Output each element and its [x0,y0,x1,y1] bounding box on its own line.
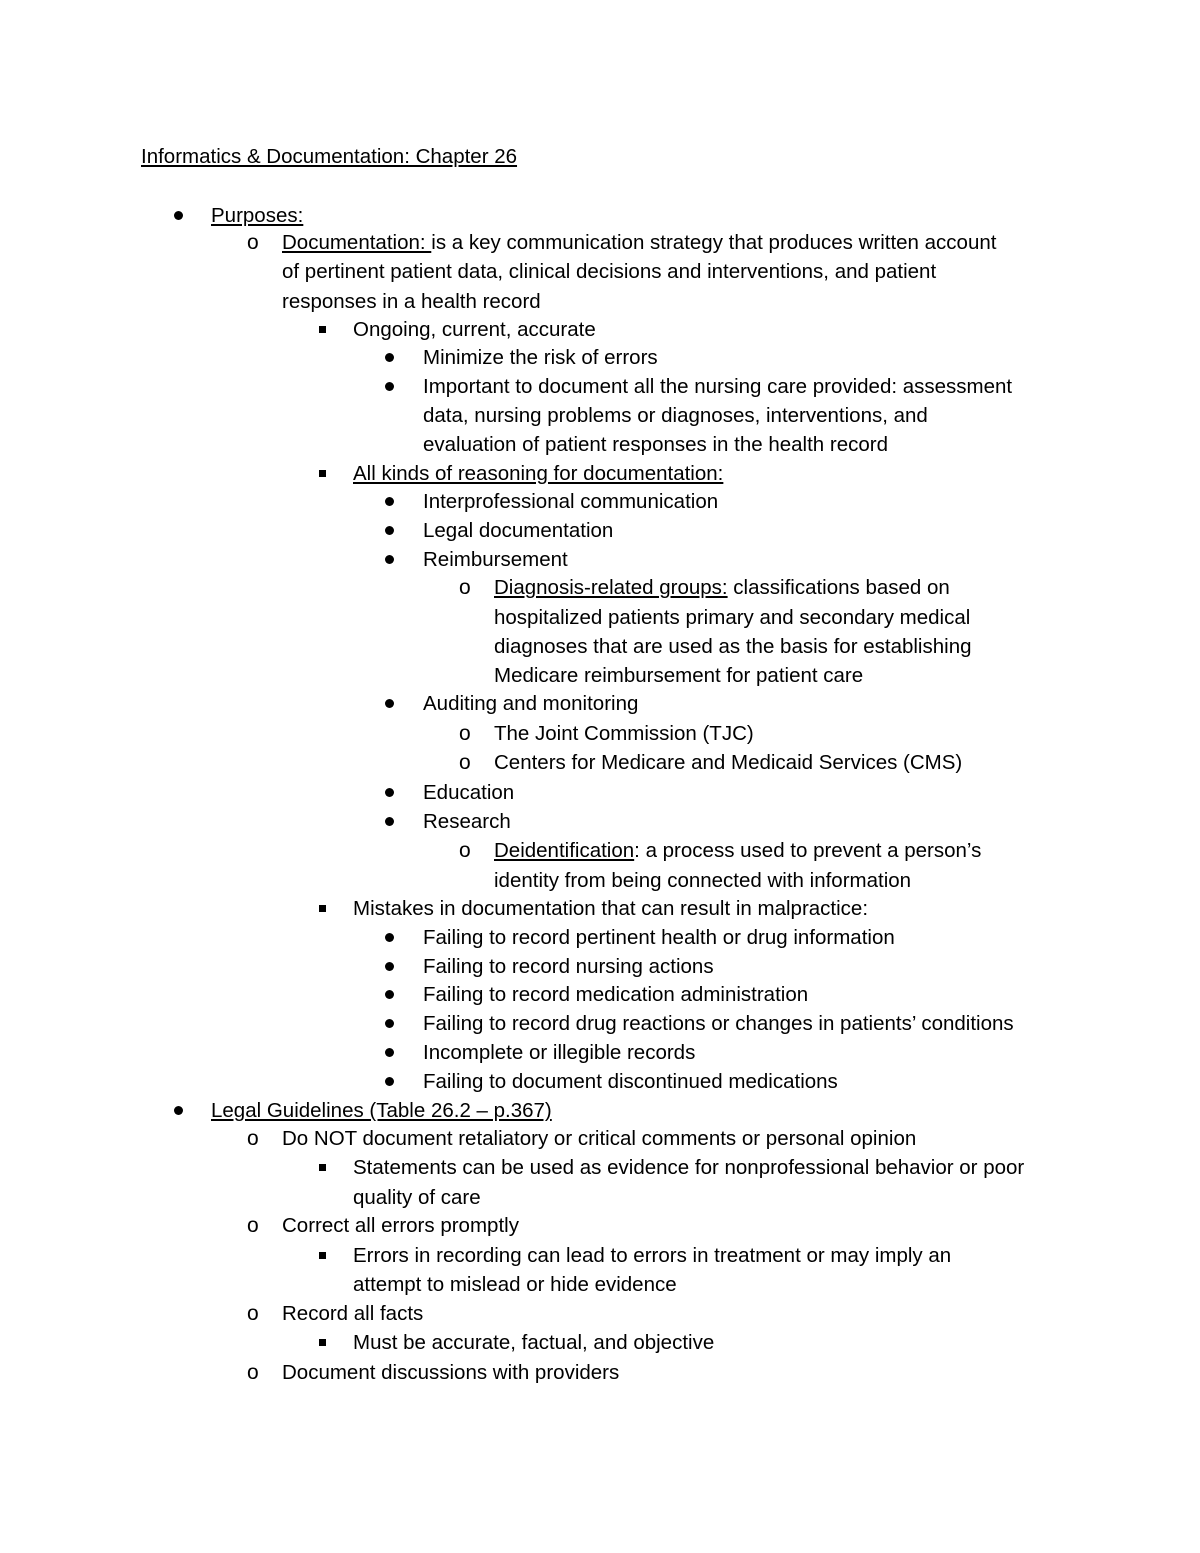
circle-bullet-icon: o [247,1302,259,1325]
documentation-definition [282,228,996,257]
bullet-icon [174,1106,183,1115]
bullet-icon [385,497,394,506]
list-text: attempt to mislead or hide evidence [353,1273,677,1296]
section-heading-purposes: Purposes: [211,204,304,227]
list-text: Centers for Medicare and Medicaid Services (CMS) [494,751,963,774]
definition-text: diagnoses that are used as the basis for establishing [494,635,972,658]
list-text: Important to document all the nursing care provided: assessment [423,375,1013,398]
list-text: Reimbursement [423,548,568,571]
list-text: Do NOT document retaliatory or critical comments or personal opinion [282,1127,917,1150]
circle-bullet-icon: o [247,1214,259,1237]
documentation-term: Documentation: [282,231,432,254]
list-text: Errors in recording can lead to errors in treatment or may imply an [353,1244,952,1267]
definition-text: : a process used to prevent a person’s [634,839,982,862]
circle-bullet-icon: o [459,751,471,774]
circle-bullet-icon: o [459,576,471,599]
square-bullet-icon [319,1164,326,1171]
subsection-heading: All kinds of reasoning for documentation: [353,462,724,485]
bullet-icon [385,1048,394,1057]
page-title-text: Informatics & Documentation: Chapter 26 [141,145,518,168]
square-bullet-icon [319,1339,326,1346]
list-text: evaluation of patient responses in the health record [423,433,888,456]
square-bullet-icon [319,1252,326,1259]
section-heading-legal: Legal Guidelines (Table 26.2 – p.367) [211,1099,552,1122]
bullet-icon [174,211,183,220]
list-text: Failing to record medication administration [423,983,809,1006]
square-bullet-icon [319,326,326,333]
bullet-icon [385,962,394,971]
circle-bullet-icon: o [459,839,471,862]
list-text: data, nursing problems or diagnoses, interventions, and [423,404,928,427]
list-text: Failing to record pertinent health or drug information [423,926,895,949]
list-text: Failing to document discontinued medications [423,1070,838,1093]
definition-text: Medicare reimbursement for patient care [494,664,864,687]
definition-text: identity from being connected with information [494,869,912,892]
bullet-icon [385,699,394,708]
bullet-icon [385,555,394,564]
list-text: Auditing and monitoring [423,692,639,715]
square-bullet-icon [319,470,326,477]
circle-bullet-icon: o [247,231,259,254]
definition-text: of pertinent patient data, clinical decisions and interventions, and patient [282,260,937,283]
bullet-icon [385,788,394,797]
definition-text: hospitalized patients primary and secondary medical [494,606,971,629]
deidentification-definition [494,836,981,865]
definition-text: classifications based on [727,576,950,599]
list-text: Minimize the risk of errors [423,346,658,369]
list-text: quality of care [353,1186,481,1209]
list-text: Mistakes in documentation that can result in malpractice: [353,897,869,920]
list-text: Legal documentation [423,519,614,542]
bullet-icon [385,990,394,999]
bullet-icon [385,382,394,391]
list-text: Education [423,781,515,804]
list-text: Failing to record nursing actions [423,955,714,978]
square-bullet-icon [319,905,326,912]
drg-definition [494,573,950,602]
bullet-icon [385,1019,394,1028]
list-text: Incomplete or illegible records [423,1041,696,1064]
list-text: The Joint Commission (TJC) [494,722,754,745]
list-text: Must be accurate, factual, and objective [353,1331,715,1354]
bullet-icon [385,353,394,362]
circle-bullet-icon: o [247,1127,259,1150]
bullet-icon [385,1077,394,1086]
bullet-icon [385,817,394,826]
drg-term: Diagnosis-related groups: [494,576,728,599]
list-text: Record all facts [282,1302,424,1325]
circle-bullet-icon: o [459,722,471,745]
deidentification-term: Deidentification [494,839,635,862]
definition-text: is a key communication strategy that produces written account [431,231,997,254]
list-text: Failing to record drug reactions or changes in patients’ conditions [423,1012,1014,1035]
list-text: Statements can be used as evidence for nonprofessional behavior or poor [353,1156,1025,1179]
list-text: Ongoing, current, accurate [353,318,596,341]
list-text: Document discussions with providers [282,1361,620,1384]
bullet-icon [385,526,394,535]
list-text: Interprofessional communication [423,490,719,513]
bullet-icon [385,933,394,942]
list-text: Research [423,810,511,833]
circle-bullet-icon: o [247,1361,259,1384]
definition-text: responses in a health record [282,290,541,313]
list-text: Correct all errors promptly [282,1214,519,1237]
